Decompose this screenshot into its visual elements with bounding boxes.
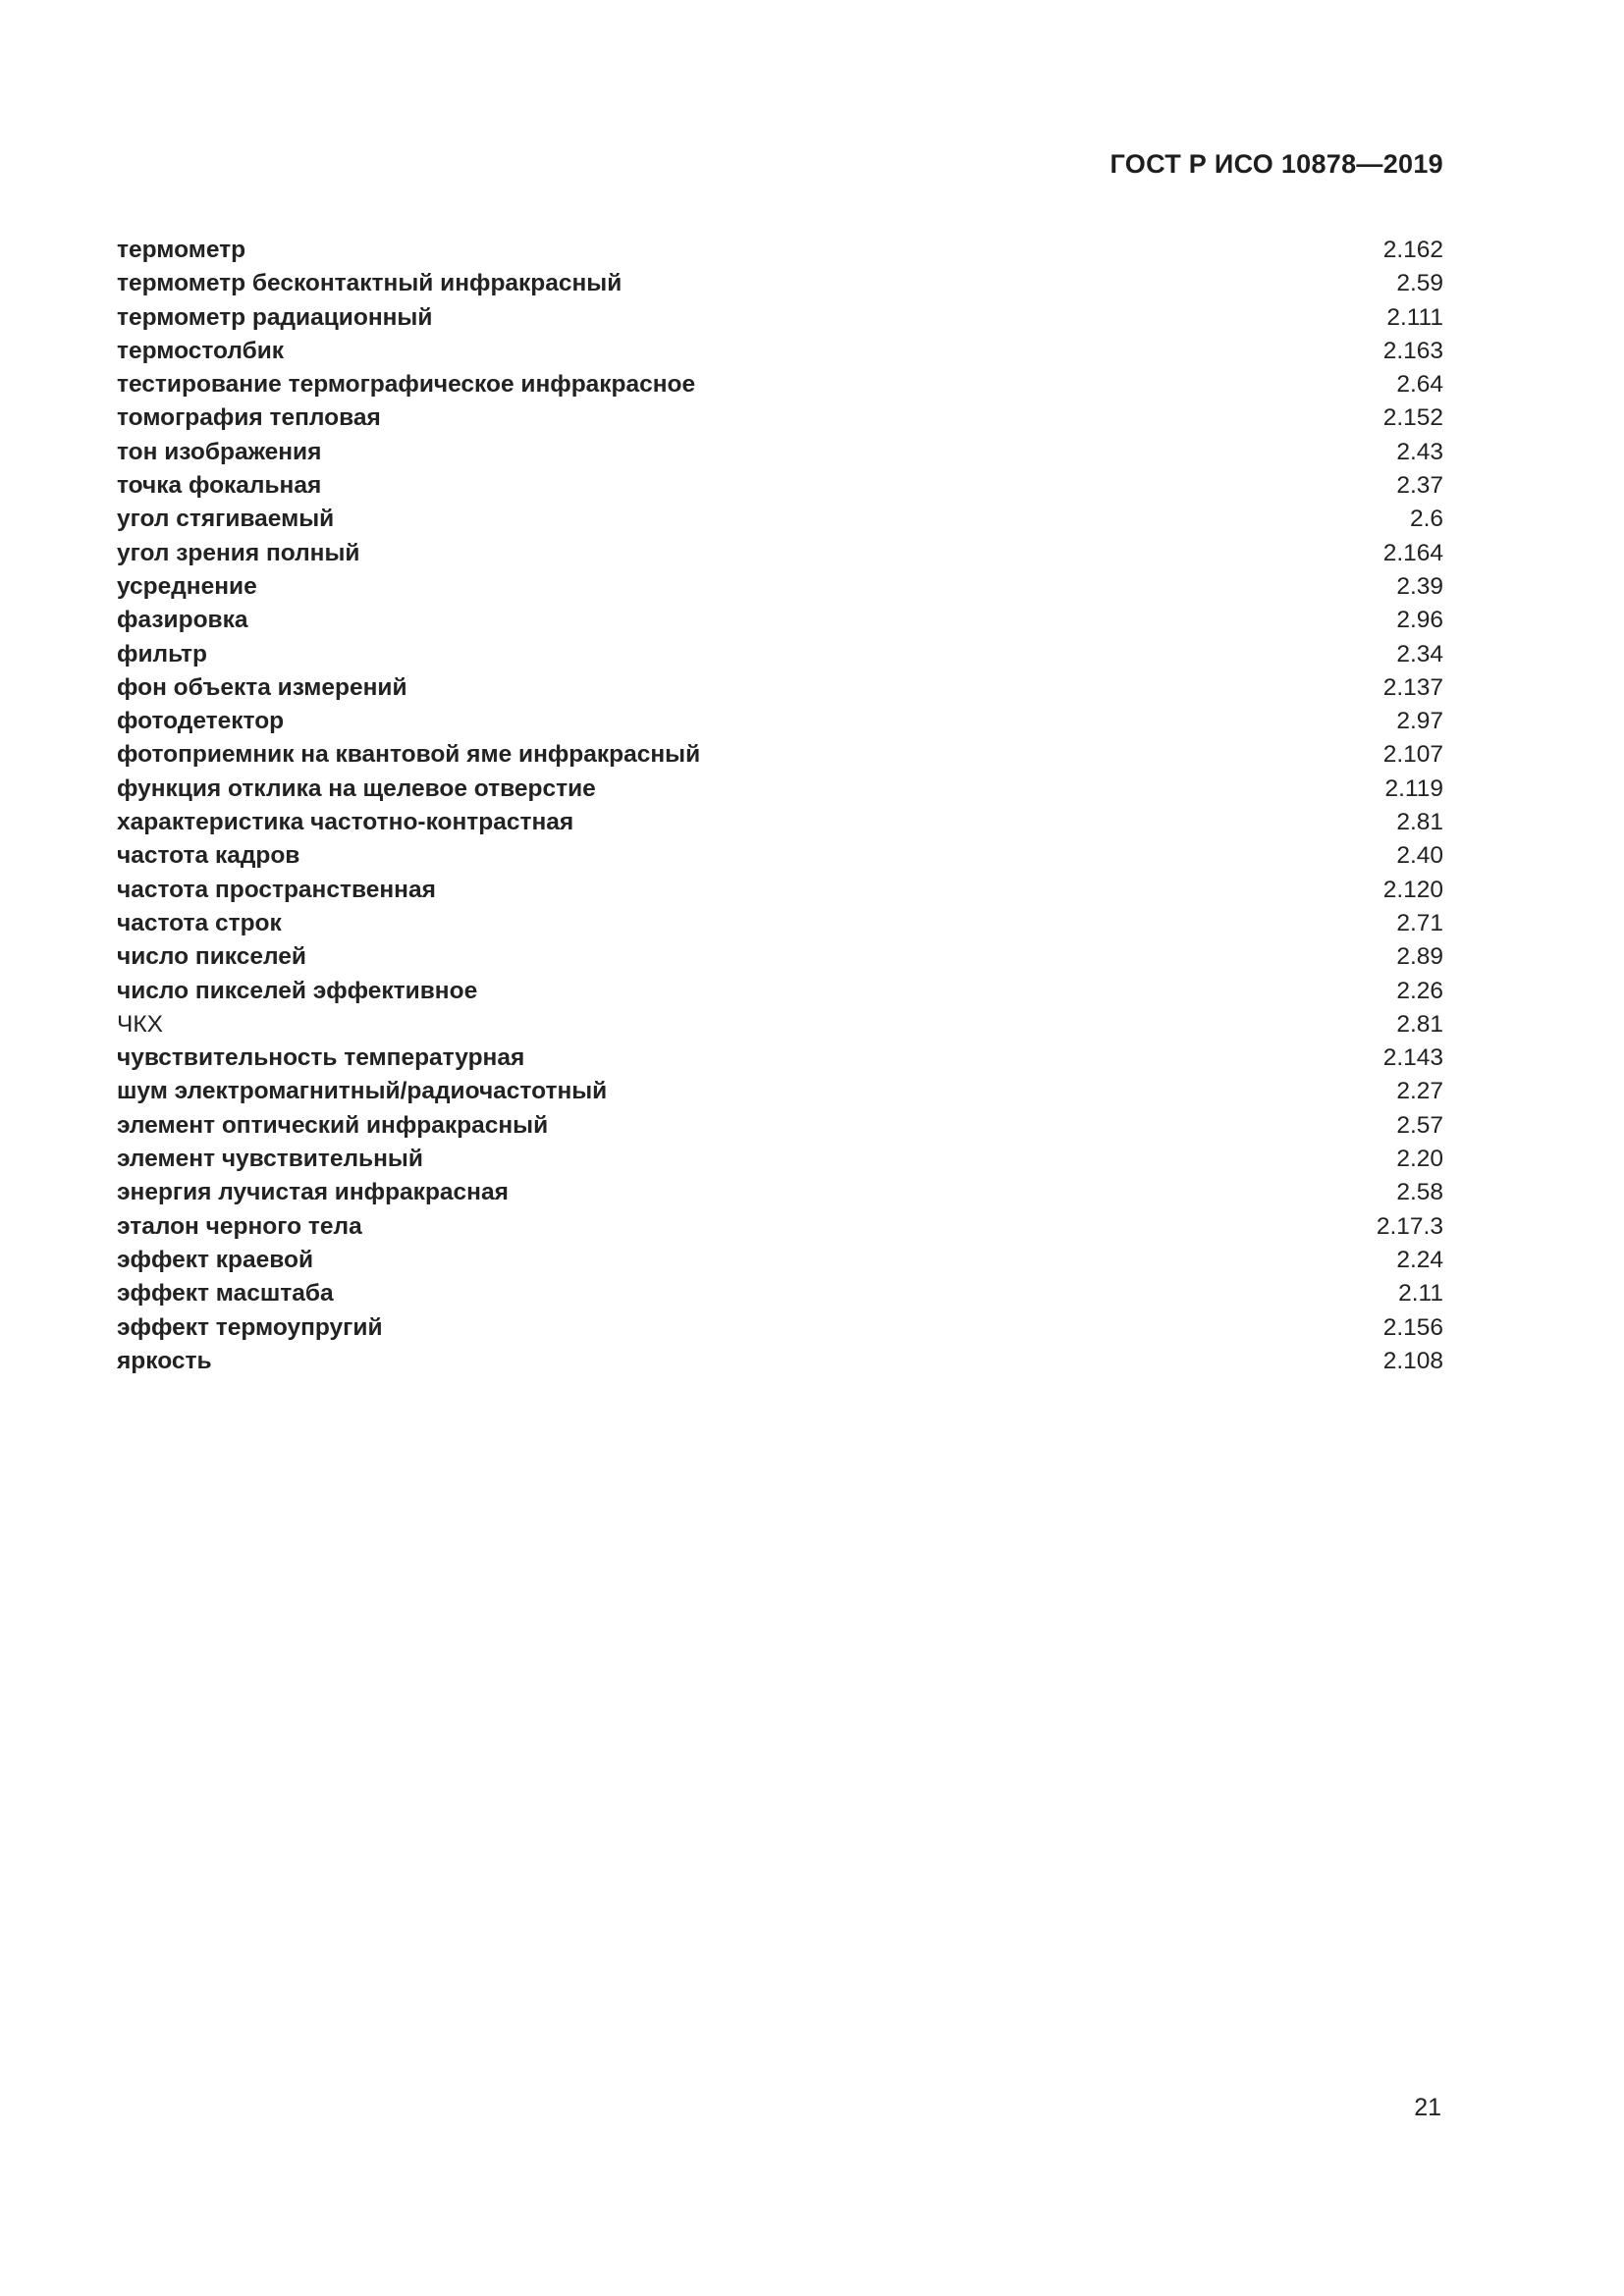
index-entry xyxy=(117,671,1443,705)
index-entry xyxy=(117,1075,1443,1108)
index-term: чувствительность температурная xyxy=(117,1044,525,1072)
index-entry xyxy=(117,1176,1443,1209)
index-reference-number: 2.17.3 xyxy=(1376,1212,1443,1240)
index-entry xyxy=(117,1143,1443,1176)
index-reference-number: 2.11 xyxy=(1398,1280,1443,1308)
index-reference-number: 2.81 xyxy=(1396,809,1443,836)
index-entry xyxy=(117,705,1443,738)
index-entry xyxy=(117,839,1443,873)
index-entry xyxy=(117,874,1443,907)
index-term: тон изображения xyxy=(117,438,322,465)
index-entry xyxy=(117,401,1443,435)
index-entry xyxy=(117,503,1443,536)
index-entry xyxy=(117,1244,1443,1277)
index-reference-number: 2.37 xyxy=(1396,472,1443,500)
index-entry xyxy=(117,570,1443,604)
index-entry xyxy=(117,368,1443,401)
index-entry xyxy=(117,335,1443,368)
index-term: эффект термоупругий xyxy=(117,1313,383,1341)
index-entry xyxy=(117,1008,1443,1041)
index-entry xyxy=(117,638,1443,671)
index-reference-number: 2.164 xyxy=(1382,539,1443,566)
index-entry xyxy=(117,940,1443,974)
index-term: томография тепловая xyxy=(117,404,381,432)
index-term: тестирование термографическое инфракрасное xyxy=(117,371,696,399)
index-term: частота строк xyxy=(117,909,282,936)
index-reference-number: 2.89 xyxy=(1396,943,1443,971)
index-term: эталон черного тела xyxy=(117,1212,362,1240)
index-entry xyxy=(117,806,1443,839)
index-term: угол стягиваемый xyxy=(117,506,335,533)
index-entry xyxy=(117,975,1443,1008)
index-term: термометр радиационный xyxy=(117,303,433,331)
index-term: термометр xyxy=(117,237,246,263)
index-entry xyxy=(117,1210,1443,1244)
index-entry xyxy=(117,1109,1443,1143)
index-term: элемент оптический инфракрасный xyxy=(117,1111,549,1139)
index-term: частота кадров xyxy=(117,842,300,870)
index-term: фазировка xyxy=(117,607,248,634)
index-reference-number: 2.57 xyxy=(1396,1111,1443,1139)
index-term: функция отклика на щелевое отверстие xyxy=(117,774,596,802)
index-term: термометр бесконтактный инфракрасный xyxy=(117,270,623,297)
index-reference-number: 2.162 xyxy=(1382,237,1443,263)
index-term: фотоприемник на квантовой яме инфракрасный xyxy=(117,741,701,769)
index-reference-number: 2.81 xyxy=(1396,1010,1443,1038)
index-entry xyxy=(117,1345,1443,1378)
index-reference-number: 2.58 xyxy=(1396,1179,1443,1206)
index-reference-number: 2.137 xyxy=(1382,673,1443,701)
index-term: эффект краевой xyxy=(117,1246,314,1273)
index-term: фон объекта измерений xyxy=(117,673,407,701)
index-reference-number: 2.163 xyxy=(1382,337,1443,364)
index-reference-number: 2.40 xyxy=(1396,842,1443,870)
index-entry xyxy=(117,1041,1443,1075)
index-entry xyxy=(117,234,1443,267)
index-reference-number: 2.64 xyxy=(1396,371,1443,399)
index-term: частота пространственная xyxy=(117,876,436,903)
index-term: усреднение xyxy=(117,572,257,600)
index-reference-number: 2.97 xyxy=(1396,708,1443,735)
index-entry xyxy=(117,267,1443,300)
index-reference-number: 2.152 xyxy=(1382,404,1443,432)
index-entry xyxy=(117,907,1443,940)
index-entry xyxy=(117,1311,1443,1345)
index-term: шум электромагнитный/радиочастотный xyxy=(117,1078,608,1105)
index-reference-number: 2.108 xyxy=(1382,1347,1443,1374)
index-reference-number: 2.119 xyxy=(1384,774,1443,802)
index-term: фильтр xyxy=(117,640,207,667)
index-term: элемент чувствительный xyxy=(117,1146,423,1173)
index-entry xyxy=(117,773,1443,806)
index-entry xyxy=(117,537,1443,570)
index-entry xyxy=(117,469,1443,503)
index-reference-number: 2.39 xyxy=(1396,572,1443,600)
index-reference-number: 2.143 xyxy=(1382,1044,1443,1072)
index-entry xyxy=(117,301,1443,335)
index-reference-number: 2.43 xyxy=(1396,438,1443,465)
index-reference-number: 2.96 xyxy=(1396,607,1443,634)
index-term: яркость xyxy=(117,1347,212,1374)
index-term: термостолбик xyxy=(117,337,285,364)
index-reference-number: 2.20 xyxy=(1396,1146,1443,1173)
index-term: фотодетектор xyxy=(117,708,285,735)
index-term: ЧКХ xyxy=(117,1010,163,1038)
index-term: эффект масштаба xyxy=(117,1280,334,1308)
index-reference-number: 2.27 xyxy=(1396,1078,1443,1105)
index-reference-number: 2.120 xyxy=(1382,876,1443,903)
index-reference-number: 2.6 xyxy=(1409,506,1443,533)
index-entry xyxy=(117,738,1443,772)
index-term: точка фокальная xyxy=(117,472,322,500)
index-reference-number: 2.34 xyxy=(1396,640,1443,667)
index-reference-number: 2.26 xyxy=(1396,977,1443,1004)
index-term: энергия лучистая инфракрасная xyxy=(117,1179,509,1206)
document-header: ГОСТ Р ИСО 10878—2019 xyxy=(1110,149,1443,179)
alphabetical-term-index xyxy=(117,234,1443,1378)
index-reference-number: 2.24 xyxy=(1396,1246,1443,1273)
index-term: характеристика частотно-контрастная xyxy=(117,809,574,836)
index-term: угол зрения полный xyxy=(117,539,360,566)
index-reference-number: 2.71 xyxy=(1396,909,1443,936)
index-entry xyxy=(117,1277,1443,1310)
index-reference-number: 2.156 xyxy=(1382,1313,1443,1341)
index-reference-number: 2.59 xyxy=(1396,270,1443,297)
index-term: число пикселей xyxy=(117,943,306,971)
index-entry xyxy=(117,436,1443,469)
index-reference-number: 2.111 xyxy=(1386,303,1443,331)
index-entry xyxy=(117,604,1443,637)
page-number: 21 xyxy=(1414,2094,1441,2121)
index-term: число пикселей эффективное xyxy=(117,977,478,1004)
index-reference-number: 2.107 xyxy=(1382,741,1443,769)
